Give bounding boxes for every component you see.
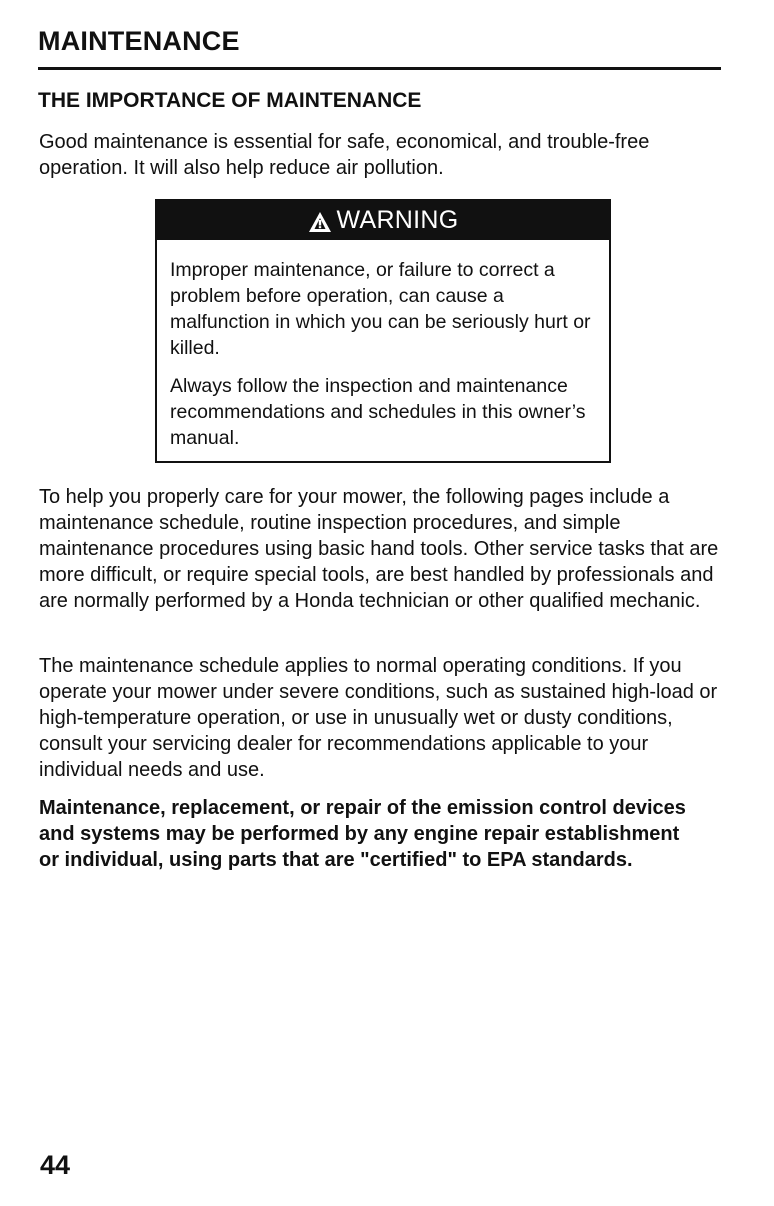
warning-box <box>155 199 611 463</box>
page-number: 44 <box>40 1150 71 1180</box>
warning-label: WARNING <box>336 206 459 234</box>
warning-triangle-icon <box>308 211 332 233</box>
warning-header <box>157 201 609 240</box>
warning-paragraph: Always follow the inspection and maintenance recommendations and schedules in this owner’s manual. <box>170 375 586 449</box>
section-title: THE IMPORTANCE OF MAINTENANCE <box>38 89 422 112</box>
emission-notice: Maintenance, replacement, or repair of the emission control devices and systems may be performed by any engine repair establishment or individual, using parts that are "certified" to EPA standards. <box>39 797 686 871</box>
page-title: MAINTENANCE <box>38 26 240 56</box>
care-paragraph: To help you properly care for your mower, the following pages include a maintenance schedule, routine inspection procedures, and simple maintenance procedures using basic hand tools. Other service tasks that are more difficult, or require special tools, are best handled by professionals and are normally performed by a Honda technician or other qualified mechanic. <box>39 486 719 612</box>
warning-body <box>157 240 609 451</box>
title-divider <box>38 67 721 70</box>
schedule-paragraph: The maintenance schedule applies to normal operating conditions. If you operate your mower under severe conditions, such as sustained high-load or high-temperature operation, or use in unusually wet or dusty conditions, consult your servicing dealer for recommendations applicable to your individual needs and use. <box>39 655 718 781</box>
warning-paragraph: Improper maintenance, or failure to correct a problem before operation, can cause a malfunction in which you can be seriously hurt or killed. <box>170 259 591 359</box>
intro-paragraph: Good maintenance is essential for safe, economical, and trouble-free operation. It will also help reduce air pollution. <box>39 131 650 179</box>
